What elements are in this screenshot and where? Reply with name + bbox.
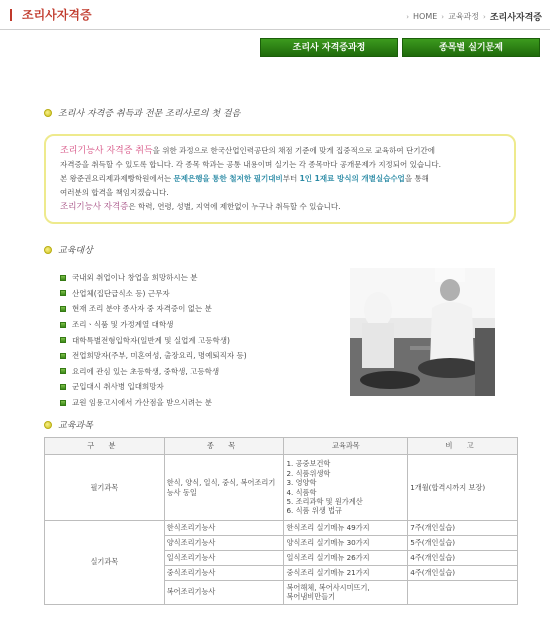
- list-item-text: 전업희망자(주부, 미혼여성, 출장요리, 명예퇴직자 등): [72, 351, 247, 361]
- table-cell-note: 5주(개인실습): [408, 536, 518, 551]
- bullet-dot-icon: [44, 421, 52, 429]
- table-cell-subject: 일식조리 실기메뉴 26가지: [284, 551, 408, 566]
- chevron-right-icon: ›: [441, 12, 445, 21]
- subject-line: 2. 식품위생학: [286, 468, 331, 478]
- breadcrumb-home[interactable]: HOME: [413, 12, 438, 21]
- title-accent-bar: [10, 9, 12, 21]
- intro-p2-start: 본 왕준권요리제과제빵학원에서는: [60, 174, 174, 183]
- list-item-text: 요리에 관심 있는 초등학생, 중학생, 고등학생: [72, 366, 220, 376]
- subject-line: 4. 식품학: [286, 487, 317, 497]
- square-bullet-icon: [60, 400, 66, 406]
- list-item: [60, 332, 360, 348]
- chef-photo-illustration: [350, 268, 495, 396]
- breadcrumb-current: 조리사자격증: [489, 13, 542, 23]
- square-bullet-icon: [60, 353, 66, 359]
- table-cell-note: 4주(개인실습): [408, 566, 518, 581]
- table-cell-subject: 중식조리 실기메뉴 21가지: [284, 566, 408, 581]
- table-cell-subject: 한식조리 실기메뉴 49가지: [284, 521, 408, 536]
- square-bullet-icon: [60, 337, 66, 343]
- square-bullet-icon: [60, 306, 66, 312]
- table-header-row: [45, 438, 518, 455]
- square-bullet-icon: [60, 384, 66, 390]
- subject-line: 3. 영양학: [286, 478, 317, 488]
- tab-practical-problems[interactable]: 종목별 실기문제: [402, 38, 540, 57]
- intro-p2-mid: 부터: [282, 174, 300, 183]
- intro-p2-highlight-1: 문제은행을 통한 철저한 필기대비: [173, 174, 283, 183]
- intro-lead-text: 조리기능사 자격증 취득: [60, 146, 153, 156]
- list-item-text: 산업체(집단급식소 등) 근무자: [72, 288, 170, 298]
- subject-line: 복어냄비만들기: [286, 592, 336, 602]
- curriculum-heading-text: 교육과목: [58, 421, 93, 431]
- bullet-dot-icon: [44, 246, 52, 254]
- intro-heading: [44, 106, 240, 119]
- list-item-text: 현재 조리 분야 종사자 중 자격증이 없는 분: [72, 304, 212, 314]
- target-list: [60, 270, 360, 410]
- breadcrumb-curriculum[interactable]: 교육과정: [448, 12, 480, 21]
- subject-line: 1. 공중보건학: [286, 459, 331, 469]
- table-cell-item: 한식, 양식, 일식, 중식, 복어조리기능사 동일: [164, 455, 284, 521]
- table-cell-subjects: [284, 455, 408, 521]
- bullet-dot-icon: [44, 109, 52, 117]
- list-item-text: 교원 임용고시에서 가산점을 받으시려는 분: [72, 398, 212, 408]
- intro-heading-text: 조리사 자격증 취득과 전문 조리사로의 첫 걸음: [58, 109, 241, 119]
- intro-p2-end: 을 통해: [404, 174, 429, 183]
- table-header: 비 고: [408, 438, 518, 455]
- table-cell-item: 중식조리기능사: [164, 566, 284, 581]
- table-cell-note: [408, 581, 518, 605]
- tab-cook-license-course[interactable]: 조리사 자격증과정: [260, 38, 398, 57]
- table-cell-note: 1개월(합격시까지 보장): [408, 455, 518, 521]
- intro-paragraph-1: [60, 144, 500, 158]
- target-heading: [44, 243, 93, 256]
- intro-p3-rest: 은 학력, 연령, 성별, 지역에 제한없이 누구나 취득할 수 있습니다.: [128, 202, 341, 211]
- curriculum-heading: [44, 418, 93, 431]
- table-header: 구 분: [45, 438, 165, 455]
- list-item-text: 군입대시 취사병 입대희망자: [72, 382, 164, 392]
- list-item: [60, 364, 360, 380]
- chevron-right-icon: ›: [483, 12, 486, 21]
- table-header: 교육과목: [284, 438, 408, 455]
- intro-p3-lead: 조리기능사 자격증: [60, 202, 129, 212]
- table-cell-item: 한식조리기능사: [164, 521, 284, 536]
- intro-paragraph-2: [60, 172, 500, 186]
- list-item: [60, 317, 360, 333]
- table-cell-subject: [284, 581, 408, 605]
- subject-line: 5. 조리과학 및 원가계산: [286, 496, 363, 506]
- table-header: 종 목: [164, 438, 284, 455]
- breadcrumb: [406, 10, 542, 23]
- intro-p1-line2: 자격증을 취득할 수 있도록 합니다. 각 종목 학과는 공통 내용이며 실기는 각 종목마다 공개문제가 지정되어 있습니다.: [60, 160, 442, 169]
- list-item: [60, 286, 360, 302]
- table-cell-item: 일식조리기능사: [164, 551, 284, 566]
- subject-line: 복어해체, 복어사시미뜨기,: [286, 583, 370, 592]
- table-row: [45, 455, 518, 521]
- list-item-text: 국내외 취업이나 창업을 희망하시는 분: [72, 273, 198, 283]
- chevron-right-icon: ›: [406, 12, 409, 21]
- curriculum-table: [44, 437, 518, 605]
- list-item-text: 대학특별전형입학자(일반계 및 실업계 고등학생): [72, 335, 230, 345]
- square-bullet-icon: [60, 290, 66, 296]
- page-header: [0, 0, 550, 30]
- target-heading-text: 교육대상: [58, 246, 93, 256]
- chef-photo: [350, 268, 495, 396]
- list-item: [60, 348, 360, 364]
- table-cell-category: 실기과목: [45, 521, 165, 605]
- table-cell-item: 양식조리기능사: [164, 536, 284, 551]
- table-cell-category: 필기과목: [45, 455, 165, 521]
- list-item: [60, 395, 360, 411]
- list-item-text: 조리ㆍ식품 및 가정계열 대학생: [72, 320, 174, 330]
- intro-p2-line2: 여러분의 합격을 책임지겠습니다.: [60, 188, 169, 197]
- intro-box: [44, 134, 516, 224]
- list-item: [60, 301, 360, 317]
- table-cell-subject: 양식조리 실기메뉴 30가지: [284, 536, 408, 551]
- table-cell-item: 복어조리기능사: [164, 581, 284, 605]
- square-bullet-icon: [60, 322, 66, 328]
- subject-line: 6. 식품 위생 법규: [286, 506, 342, 516]
- square-bullet-icon: [60, 368, 66, 374]
- table-row: [45, 521, 518, 536]
- intro-p2-highlight-2: 1인 1재료 방식의 개별실습수업: [299, 174, 405, 183]
- square-bullet-icon: [60, 275, 66, 281]
- list-item: [60, 379, 360, 395]
- table-cell-note: 7주(개인실습): [408, 521, 518, 536]
- intro-p1-rest: 을 위한 과정으로 한국산업인력공단의 채점 기준에 맞게 집중적으로 교육하여 단기간에: [152, 146, 435, 155]
- list-item: [60, 270, 360, 286]
- page-title: 조리사자격증: [22, 8, 92, 22]
- table-cell-note: 4주(개인실습): [408, 551, 518, 566]
- intro-paragraph-3: [60, 200, 500, 214]
